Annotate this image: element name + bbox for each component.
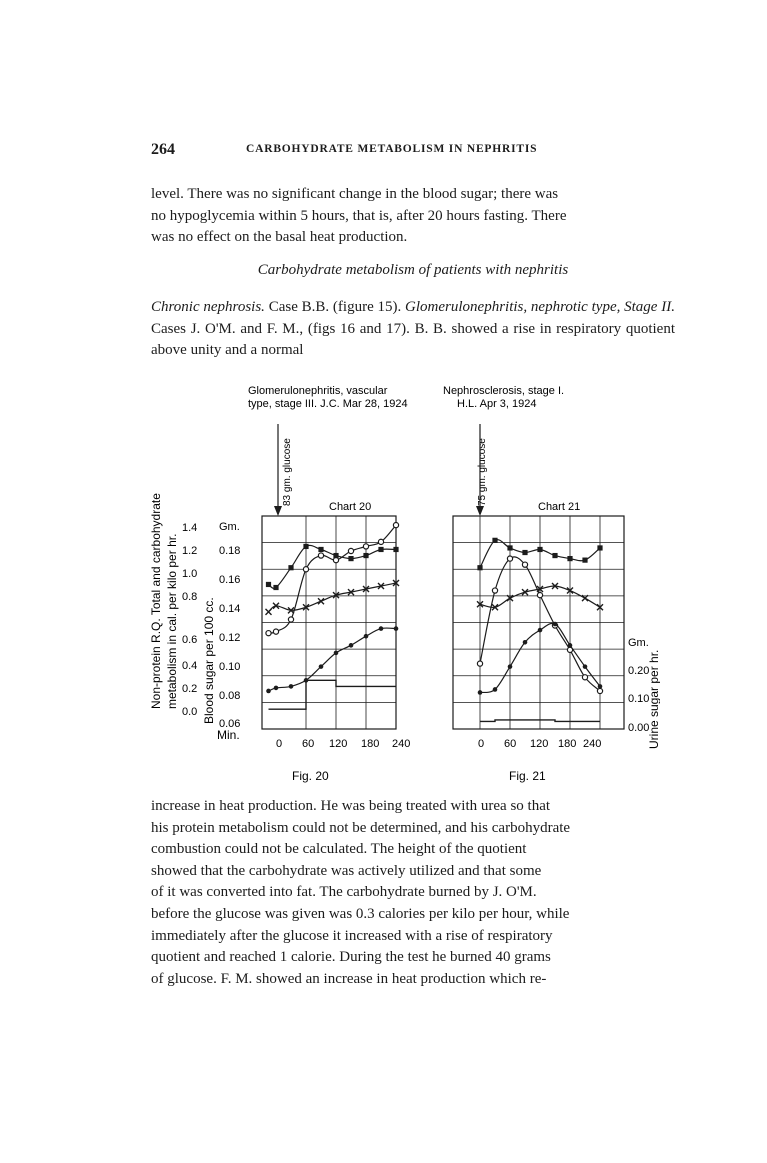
series-line — [269, 545, 397, 588]
min-label: Min. — [217, 728, 240, 742]
data-point-square — [363, 553, 368, 558]
x-tick: 240 — [583, 738, 602, 750]
gm-label: Gm. — [219, 521, 240, 533]
paragraph-3 — [151, 796, 675, 990]
data-point-open-circle — [288, 617, 293, 622]
data-point-dot — [523, 640, 528, 645]
data-point-open-circle — [582, 675, 587, 680]
data-point-dot — [538, 628, 543, 633]
left-tick: 0.0 — [182, 706, 198, 718]
data-point-open-circle — [378, 539, 383, 544]
right-tick: 0.20 — [628, 665, 650, 677]
data-point-dot — [478, 690, 483, 695]
text-line: quotient and reached 1 calorie. During the test he burned 40 grams — [151, 949, 551, 966]
data-point-open-circle — [333, 558, 338, 563]
fig21-caption: Fig. 21 — [509, 769, 546, 783]
right-tick: 0.00 — [628, 722, 650, 734]
x-tick: 180 — [558, 738, 577, 750]
data-point-dot — [598, 684, 603, 689]
data-point-dot — [568, 643, 573, 648]
data-point-square — [567, 556, 572, 561]
data-point-square — [507, 545, 512, 550]
chart20-x-ticks — [276, 738, 410, 750]
chart20-glucose-arrowhead — [274, 506, 282, 516]
data-point-dot — [349, 643, 354, 648]
data-point-open-circle — [477, 661, 482, 666]
blood-tick: 0.12 — [219, 632, 241, 644]
data-point-dot — [274, 686, 279, 691]
data-point-open-circle — [363, 544, 368, 549]
data-point-dot — [553, 622, 558, 627]
chart20-title-1: Glomerulonephritis, vascular — [248, 385, 388, 397]
blood-tick: 0.06 — [219, 718, 241, 730]
data-point-dot — [289, 684, 294, 689]
blood-ticks — [219, 545, 240, 730]
text-line: level. There was no significant change in the blood sugar; there was — [151, 186, 559, 202]
data-point-open-circle — [318, 553, 323, 558]
chart20-glucose-label: 83 gm. glucose — [282, 438, 293, 506]
text-line: showed that the carbohydrate was actively utilized and that some — [151, 862, 542, 879]
text-line: increase in heat production. He was being treated with urea so that — [151, 798, 551, 814]
data-point-square — [378, 547, 383, 552]
fig20-caption: Fig. 20 — [292, 769, 329, 783]
data-point-open-circle — [266, 631, 271, 636]
left-axis-title-1: Non-protein R.Q. Total and carbohydrate — [149, 493, 163, 709]
data-point-dot — [493, 687, 498, 692]
blood-tick: 0.16 — [219, 574, 241, 586]
page-number: 264 — [151, 141, 175, 158]
series-line — [269, 525, 397, 633]
right-tick: 0.10 — [628, 693, 650, 705]
data-point-square — [303, 544, 308, 549]
data-point-square — [333, 553, 338, 558]
chart21-glucose-arrowhead — [476, 506, 484, 516]
lead-italic: Chronic nephrosis. — [151, 299, 265, 315]
chart21-title-1: Nephrosclerosis, stage I. — [443, 385, 565, 397]
data-point-dot — [508, 664, 513, 669]
paragraph-2 — [151, 297, 675, 362]
text-run: Cases J. O'M. and F. M., (figs 16 and 17). B. B. showed a rise in respiratory quotient above unity and a normal — [151, 320, 675, 359]
chart21-plot — [453, 516, 624, 729]
data-point-dot — [379, 626, 384, 631]
chart21-label: Chart 21 — [538, 501, 581, 513]
data-point-square — [597, 545, 602, 550]
x-tick: 60 — [302, 738, 315, 750]
chart20-label: Chart 20 — [329, 501, 372, 513]
left-tick: 1.4 — [182, 522, 198, 534]
figure — [140, 384, 660, 789]
data-point-open-circle — [597, 688, 602, 693]
blood-tick: 0.14 — [219, 603, 241, 615]
data-point-open-circle — [273, 629, 278, 634]
left-tick: 0.6 — [182, 634, 198, 646]
text-line: of glucose. F. M. showed an increase in heat production which re- — [151, 970, 547, 987]
blood-tick: 0.10 — [219, 661, 241, 673]
data-point-open-circle — [522, 562, 527, 567]
chart21-title-2: H.L. Apr 3, 1924 — [457, 398, 537, 410]
left-tick: 1.0 — [182, 568, 198, 580]
data-point-dot — [583, 664, 588, 669]
running-head: CARBOHYDRATE METABOLISM IN NEPHRITIS — [246, 143, 538, 155]
left-ticks — [182, 522, 197, 718]
data-point-square — [552, 553, 557, 558]
data-point-square — [348, 556, 353, 561]
data-point-square — [522, 550, 527, 555]
x-tick: 120 — [530, 738, 549, 750]
urine-sugar-title: Urine sugar per hr. — [647, 649, 660, 749]
text-line: combustion could not be calculated. The height of the quotient — [151, 841, 527, 858]
section-heading: Carbohydrate metabolism of patients with nephritis — [257, 262, 569, 278]
x-tick: 120 — [329, 738, 348, 750]
italic-run: Glomerulonephritis, nephrotic type, Stage II. — [405, 299, 675, 315]
paragraph-1 — [151, 184, 675, 249]
text-line: before the glucose was given was 0.3 calories per kilo per hour, while — [151, 905, 570, 922]
data-point-open-circle — [393, 523, 398, 528]
figure-svg — [140, 384, 660, 784]
x-tick: 0 — [478, 738, 485, 750]
blood-tick: 0.18 — [219, 545, 241, 557]
data-point-square — [492, 538, 497, 543]
data-point-open-circle — [492, 588, 497, 593]
x-tick: 240 — [392, 738, 411, 750]
x-tick: 60 — [504, 738, 517, 750]
x-tick: 0 — [276, 738, 283, 750]
data-point-square — [477, 565, 482, 570]
series-urine-sugar-step — [269, 680, 397, 709]
data-point-dot — [334, 651, 339, 656]
data-point-open-circle — [303, 567, 308, 572]
data-point-square — [288, 565, 293, 570]
data-point-square — [273, 585, 278, 590]
data-point-square — [393, 547, 398, 552]
text-line: immediately after the glucose it increased with a rise of respiratory — [151, 927, 553, 944]
chart21-x-ticks — [478, 738, 601, 750]
data-point-dot — [394, 626, 399, 631]
text-run: Case B.B. (figure 15). — [264, 299, 406, 315]
left-tick: 0.2 — [182, 683, 198, 695]
data-point-dot — [319, 664, 324, 669]
running-header — [151, 141, 675, 163]
chart20-title-2: type, stage III. J.C. Mar 28, 1924 — [248, 398, 408, 410]
paragraph-2-text — [151, 297, 675, 362]
data-point-square — [266, 582, 271, 587]
data-point-open-circle — [507, 556, 512, 561]
series-line — [269, 628, 397, 691]
chart21-glucose-label: 75 gm. glucose — [477, 438, 488, 506]
x-tick: 180 — [361, 738, 380, 750]
data-point-square — [582, 558, 587, 563]
right-gm-label: Gm. — [628, 637, 649, 649]
blood-tick: 0.08 — [219, 690, 241, 702]
left-axis-title-2: metabolism in cal. per kilo per hr. — [165, 533, 179, 709]
data-point-dot — [266, 689, 271, 694]
text-line: no hypoglycemia within 5 hours, that is, after 20 hours fasting. There — [151, 207, 567, 224]
text-line: his protein metabolism could not be determined, and his carbohydrate — [151, 819, 571, 836]
left-tick: 0.8 — [182, 591, 198, 603]
text-line: was no effect on the basal heat production. — [151, 229, 408, 246]
data-point-square — [537, 547, 542, 552]
chart20-plot — [262, 516, 399, 729]
data-point-open-circle — [348, 548, 353, 553]
data-point-open-circle — [537, 593, 542, 598]
data-point-dot — [364, 634, 369, 639]
left-tick: 1.2 — [182, 545, 198, 557]
left-tick: 0.4 — [182, 660, 198, 672]
series-line — [269, 583, 397, 612]
data-point-square — [318, 547, 323, 552]
data-point-cross — [318, 598, 324, 604]
data-point-cross — [266, 609, 272, 615]
text-line: of it was converted into fat. The carbohydrate burned by J. O'M. — [151, 884, 537, 901]
blood-sugar-title: Blood sugar per 100 cc. — [202, 597, 216, 724]
